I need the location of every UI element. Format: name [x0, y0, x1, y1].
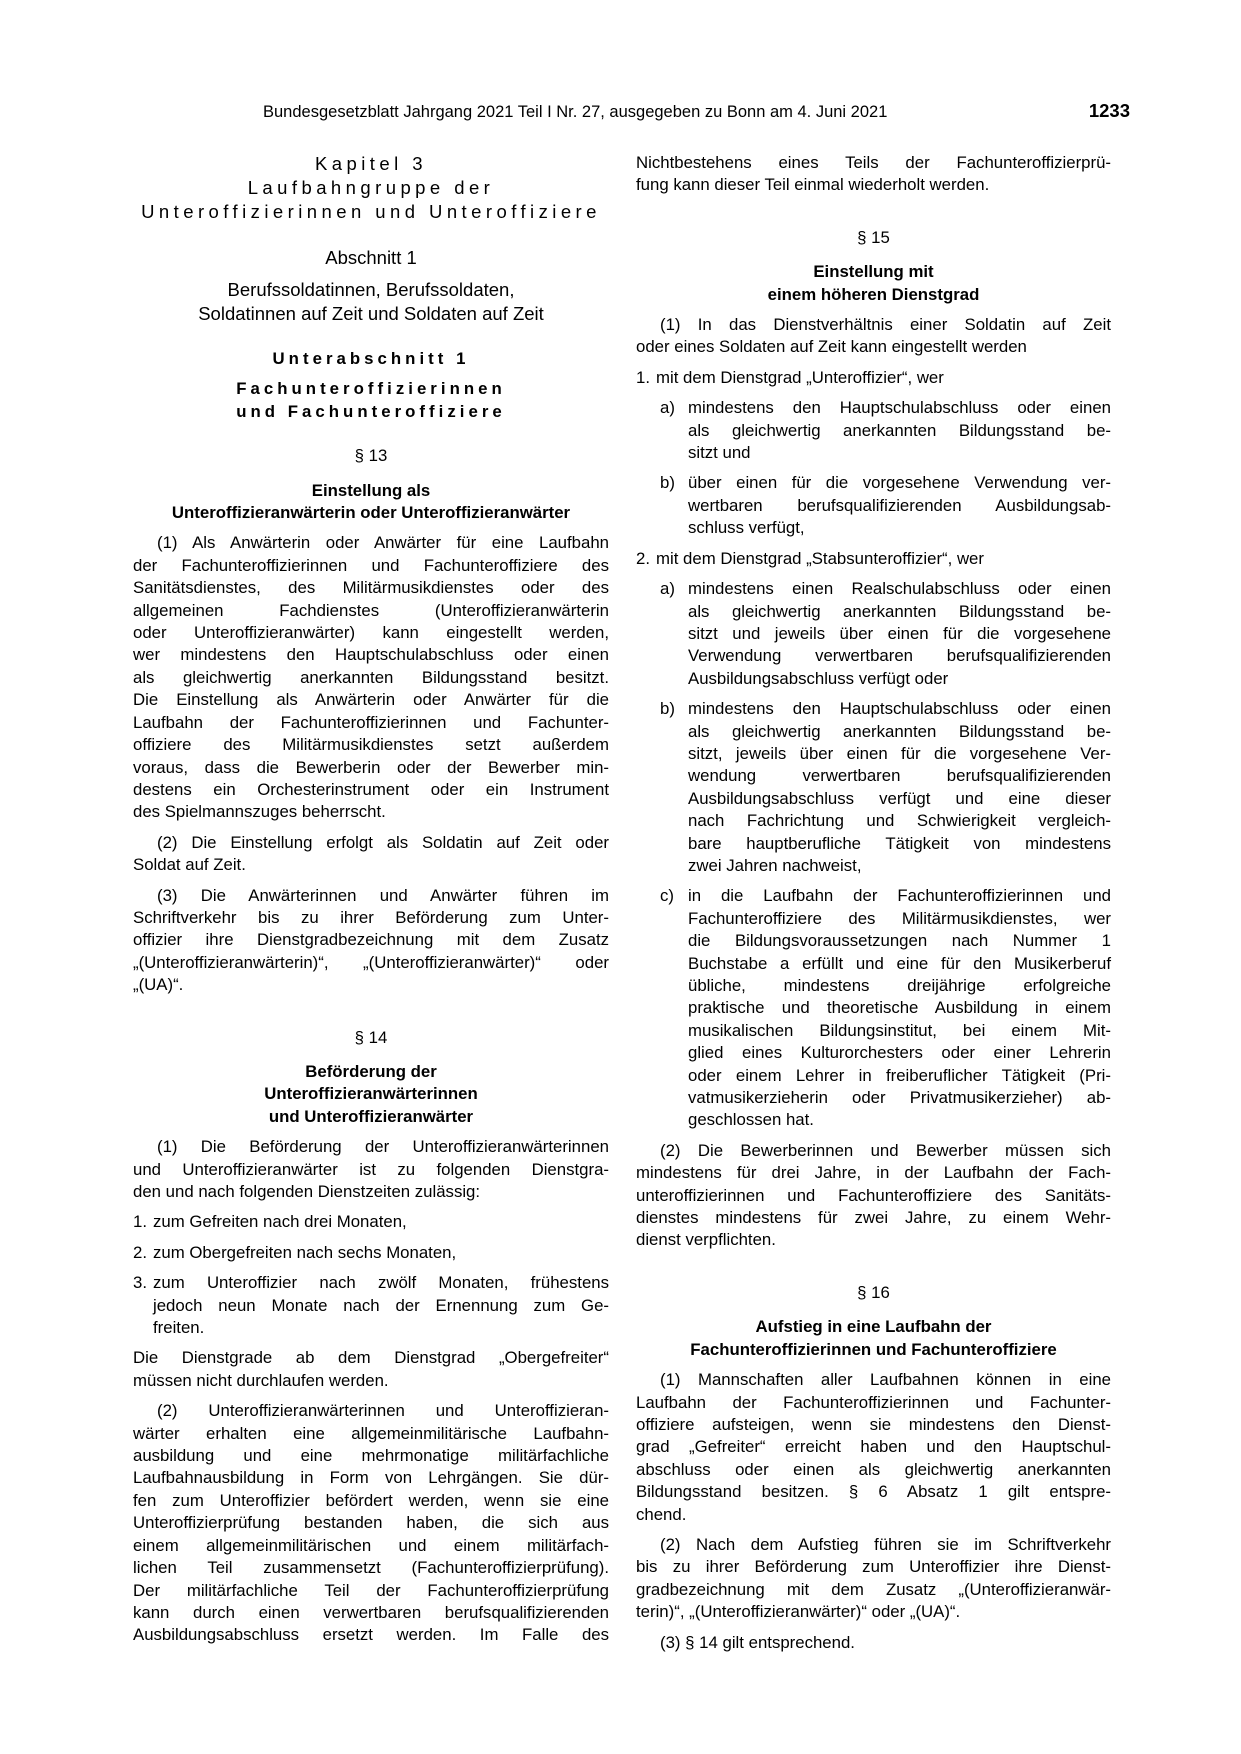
text-line: Ausbildungsabschluss verfügt und eine dieser — [688, 788, 1111, 808]
subsection-subtitle-line: Fachunteroffizierinnen — [236, 379, 506, 399]
text-line: musikalischen Bildungsinstitut, bei einem Mit- — [688, 1020, 1111, 1040]
text-line: als gleichwertig anerkannten Bildungsstand besitzt. — [133, 667, 609, 687]
paragraph-14-after-list — [133, 1347, 609, 1392]
list-item — [636, 367, 1111, 389]
paragraph-heading-line: Fachunteroffizierinnen und Fachunteroffiziere — [690, 1339, 1057, 1359]
text-line: sitzt und — [688, 443, 751, 463]
text-line: grad „Gefreiter“ erreicht haben und den Hauptschul- — [636, 1437, 1111, 1457]
chapter-heading — [133, 152, 609, 224]
text-line: geschlossen hat. — [688, 1110, 814, 1130]
paragraph-14-absatz-2 — [133, 1400, 609, 1646]
text-line: Sanitätsdienstes, des Militärmusikdienstes oder des — [133, 578, 609, 598]
text-line: jedoch neun Monate nach der Ernennung zum Ge- — [153, 1295, 609, 1315]
text-line: chend. — [636, 1504, 687, 1524]
text-line: (1) Als Anwärterin oder Anwärter für eine Laufbahn — [157, 533, 609, 553]
text-line: praktische und theoretische Ausbildung in einem — [688, 998, 1111, 1018]
text-line: sitzt, jeweils über einen für die vorgesehene Ver- — [688, 743, 1111, 763]
sub-list-item — [636, 397, 1111, 464]
subsection-title: Unterabschnitt 1 — [272, 349, 470, 368]
sub-list-item — [636, 698, 1111, 877]
paragraph-number: § 15 — [857, 227, 890, 247]
list-marker: 3. — [133, 1273, 147, 1293]
paragraph-number: § 14 — [354, 1027, 388, 1047]
text-line: den und nach folgenden Dienstzeiten zulässig: — [133, 1182, 481, 1201]
sub-list-item — [636, 472, 1111, 539]
chapter-number: Kapitel 3 — [315, 153, 427, 174]
text-line: zwei Jahren nachweist, — [688, 855, 862, 875]
list-item — [133, 1272, 609, 1339]
text-line: lichen Teil zusammensetzt (Fachunteroffizierprüfung). — [133, 1558, 609, 1578]
text-line: Nichtbestehens eines Teils der Fachunteroffizierprü- — [636, 153, 1111, 172]
text-line: dienstes mindestens für zwei Jahre, zu einem Wehr- — [636, 1208, 1111, 1228]
running-title: Bundesgesetzblatt Jahrgang 2021 Teil I Nr. 27, ausgegeben zu Bonn am 4. Juni 2021 — [263, 103, 888, 121]
paragraph-16-absatz-3 — [636, 1632, 1111, 1654]
text-line: (1) Mannschaften aller Laufbahnen können in eine — [660, 1370, 1111, 1390]
paragraph-heading-line: und Unteroffizieranwärter — [268, 1106, 474, 1126]
text-line: wärter erhalten eine allgemeinmilitärische Laufbahn- — [133, 1423, 609, 1443]
list-marker: a) — [660, 398, 675, 418]
text-line: (1) Die Beförderung der Unteroffizieranwärterinnen — [157, 1137, 609, 1157]
text-line: Schriftverkehr bis zu ihrer Beförderung zum Unter- — [133, 907, 609, 927]
text-line: (1) In das Dienstverhältnis einer Soldatin auf Zeit — [660, 315, 1111, 335]
text-line: mindestens für drei Jahre, in der Laufbahn der Fach- — [636, 1163, 1111, 1183]
text-line: Ausbildungsabschluss ersetzt werden. Im Falle des — [133, 1625, 609, 1645]
chapter-title-line: Unteroffizierinnen und Unteroffiziere — [141, 201, 601, 222]
text-line: zum Gefreiten nach drei Monaten, — [153, 1212, 407, 1232]
list-marker: b) — [660, 473, 675, 493]
text-line: nach Fachrichtung und Schwierigkeit vergleich- — [688, 811, 1111, 831]
text-line: offizier ihre Dienstgradbezeichnung mit dem Zusatz — [133, 930, 609, 950]
text-line: mindestens einen Realschulabschluss oder einen — [688, 579, 1111, 599]
list-marker: c) — [660, 886, 674, 906]
text-line: als gleichwertig anerkannten Bildungsstand be- — [688, 601, 1111, 621]
text-line: oder einem Lehrer in freiberuflicher Tätigkeit (Pri- — [688, 1065, 1111, 1085]
text-line: ausbildung und eine mehrmonatige militärfachliche — [133, 1446, 609, 1466]
text-line: terin)“, „(Unteroffizieranwärter)“ oder „(UA)“. — [636, 1602, 961, 1622]
text-line: mindestens den Hauptschulabschluss oder einen — [688, 398, 1111, 418]
paragraph-heading-line: Aufstieg in eine Laufbahn der — [755, 1317, 992, 1337]
sub-list-item — [636, 885, 1111, 1131]
text-line: (3) Die Anwärterinnen und Anwärter führen im — [157, 885, 609, 905]
text-line: müssen nicht durchlaufen werden. — [133, 1370, 389, 1390]
text-line: (2) Nach dem Aufstieg führen sie im Schriftverkehr — [660, 1534, 1111, 1554]
text-line: Der militärfachliche Teil der Fachunteroffizierprüfung — [133, 1580, 609, 1600]
paragraph-heading-line: einem höheren Dienstgrad — [767, 284, 980, 304]
text-line: übliche, mindestens dreijährige erfolgreiche — [688, 976, 1111, 995]
text-line: einem allgemeinmilitärischen und einem militärfach- — [133, 1535, 609, 1555]
text-line: mindestens den Hauptschulabschluss oder einen — [688, 699, 1111, 719]
text-line: glied eines Kulturorchesters oder einer Lehrerin — [688, 1043, 1111, 1063]
text-line: die Bildungsvoraussetzungen nach Nummer 1 — [688, 931, 1111, 951]
text-line: mit dem Dienstgrad „Unteroffizier“, wer — [656, 367, 944, 387]
text-line: Ausbildungsabschluss verfügt oder — [688, 668, 949, 688]
text-line: Buchstabe a erfüllt und eine für den Musikerberuf — [688, 953, 1111, 973]
text-line: zum Obergefreiten nach sechs Monaten, — [153, 1242, 457, 1262]
section-subtitle-line: Soldatinnen auf Zeit und Soldaten auf Zeit — [198, 303, 544, 324]
text-line: wer mindestens den Hauptschulabschluss oder einen — [133, 645, 609, 665]
paragraph-heading-line: Einstellung mit — [813, 262, 934, 282]
text-line: freiten. — [153, 1318, 205, 1338]
text-line: voraus, dass die Bewerberin oder der Bewerber min- — [133, 757, 609, 777]
text-line: fen zum Unteroffizier befördert werden, wenn sie eine — [133, 1490, 609, 1510]
paragraph-number: § 13 — [354, 446, 388, 466]
paragraph-heading-line: Unteroffizieranwärterin oder Unteroffizieranwärter — [171, 503, 571, 523]
text-line: bis zu ihrer Beförderung zum Unteroffizier ihre Dienst- — [636, 1557, 1111, 1577]
paragraph-16 — [636, 1282, 1111, 1654]
text-line: Bildungsstand besitzen. § 6 Absatz 1 gilt entspre- — [636, 1482, 1111, 1502]
paragraph-13 — [133, 445, 609, 996]
text-line: wendung verwertbaren berufsqualifizierenden — [688, 766, 1111, 786]
text-line: als gleichwertig anerkannten Bildungsstand be- — [688, 721, 1111, 741]
text-line: allgemeinen Fachdienstes (Unteroffizieranwärterin — [133, 600, 609, 620]
list-marker: a) — [660, 579, 675, 599]
text-line: in die Laufbahn der Fachunteroffizierinnen und — [688, 886, 1111, 906]
chapter-title-line: Laufbahngruppe der — [247, 177, 495, 198]
text-line: oder eines Soldaten auf Zeit kann eingestellt werden — [636, 337, 1027, 357]
text-line: bare hauptberufliche Tätigkeit von mindestens — [688, 833, 1111, 853]
right-column — [636, 152, 1111, 1654]
text-line: und Unteroffizieranwärter ist zu folgenden Dienstgra- — [133, 1159, 609, 1179]
list-marker: 1. — [636, 367, 650, 387]
paragraph-13-absatz-3 — [133, 885, 609, 997]
text-line: unteroffizierinnen und Fachunteroffiziere des Sanitäts- — [636, 1185, 1111, 1205]
list-marker: 2. — [133, 1242, 147, 1262]
text-line: (2) Die Bewerberinnen und Bewerber müssen sich — [660, 1140, 1111, 1160]
text-line: als gleichwertig anerkannten Bildungsstand be- — [688, 420, 1111, 440]
text-line: abschluss oder einen als gleichwertig anerkannten — [636, 1459, 1111, 1479]
text-line: Laufbahn der Fachunteroffizierinnen und Fachunter- — [133, 712, 609, 732]
text-line: Die Einstellung als Anwärterin oder Anwärter für die — [133, 690, 609, 710]
page-number: 1233 — [1088, 100, 1130, 121]
text-line: mit dem Dienstgrad „Stabsunteroffizier“, wer — [656, 548, 984, 568]
text-line: zum Unteroffizier nach zwölf Monaten, frühestens — [153, 1273, 609, 1293]
text-line: Laufbahnausbildung in Form von Lehrgängen. Sie dür- — [133, 1468, 609, 1488]
text-line: kann durch einen verwertbaren berufsqualifizierenden — [133, 1602, 609, 1622]
left-column — [133, 152, 609, 1647]
paragraph-heading-line: Unteroffizieranwärterinnen — [264, 1084, 478, 1104]
paragraph-number: § 16 — [857, 1282, 890, 1302]
text-line: Die Dienstgrade ab dem Dienstgrad „Obergefreiter“ — [133, 1348, 609, 1368]
text-line: des Spielmannszuges beherrscht. — [133, 802, 386, 822]
list-item — [133, 1242, 609, 1264]
text-line: schluss verfügt, — [688, 518, 805, 538]
text-line: Soldat auf Zeit. — [133, 855, 246, 875]
text-line: (2) Unteroffizieranwärterinnen und Unteroffizieran- — [157, 1401, 609, 1421]
text-line: Laufbahn der Fachunteroffizierinnen und Fachunter- — [636, 1392, 1111, 1412]
text-line: vatmusikerzieherin oder Privatmusikerzieher) ab- — [688, 1088, 1111, 1108]
text-line: offiziere des Militärmusikdienstes setzt außerdem — [133, 735, 609, 755]
text-line: über einen für die vorgesehene Verwendung ver- — [688, 473, 1111, 493]
paragraph-15-absatz-2 — [636, 1140, 1111, 1252]
running-header — [263, 101, 1130, 125]
text-line: „(UA)“. — [133, 975, 184, 995]
text-line: fung kann dieser Teil einmal wiederholt werden. — [636, 175, 990, 195]
text-line: Unteroffizierprüfung bestanden haben, die sich aus — [133, 1513, 609, 1533]
paragraph-16-absatz-2 — [636, 1534, 1111, 1624]
paragraph-13-absatz-1 — [133, 532, 609, 823]
list-item — [636, 548, 1111, 570]
text-line: (3) § 14 gilt entsprechend. — [660, 1632, 855, 1652]
section-subtitle-line: Berufssoldatinnen, Berufssoldaten, — [227, 279, 515, 300]
list-marker: 2. — [636, 548, 650, 568]
section-title: Abschnitt 1 — [325, 247, 417, 268]
text-line: dienst verpflichten. — [636, 1230, 776, 1250]
text-line: gradbezeichnung mit dem Zusatz „(Unteroffizieranwär- — [636, 1579, 1111, 1599]
text-line: „(Unteroffizieranwärterin)“, „(Unteroffizieranwärter)“ oder — [133, 952, 609, 972]
list-item — [133, 1211, 609, 1233]
text-line: Verwendung verwertbaren berufsqualifizierenden — [688, 646, 1111, 666]
sub-list-item — [636, 578, 1111, 690]
subsection-subtitle-line: und Fachunteroffiziere — [236, 401, 506, 421]
paragraph-15-absatz-1 — [636, 314, 1111, 359]
paragraph-16-absatz-1 — [636, 1369, 1111, 1526]
paragraph-heading-line: Beförderung der — [305, 1061, 437, 1081]
text-line: wertbaren berufsqualifizierenden Ausbildungsab- — [688, 495, 1111, 515]
continuation-text — [636, 152, 1111, 197]
text-line: sitzt und jeweils über einen für die vorgesehene — [688, 623, 1111, 643]
paragraph-heading-line: Einstellung als — [311, 480, 431, 500]
paragraph-13-absatz-2 — [133, 832, 609, 877]
subsection-heading — [133, 348, 609, 423]
list-marker: 1. — [133, 1212, 147, 1232]
paragraph-15 — [636, 227, 1111, 1252]
text-line: offiziere aufsteigen, wenn sie mindestens den Dienst- — [636, 1414, 1111, 1434]
text-line: Fachunteroffiziere des Militärmusikdienstes, wer — [688, 908, 1111, 928]
list-marker: b) — [660, 699, 675, 719]
text-line: der Fachunteroffizierinnen und Fachunteroffiziere des — [133, 555, 609, 575]
paragraph-14 — [133, 1027, 609, 1647]
paragraph-14-absatz-1 — [133, 1136, 609, 1203]
text-line: oder Unteroffizieranwärter) kann eingestellt werden, — [133, 623, 609, 643]
section-heading — [133, 246, 609, 326]
text-line: (2) Die Einstellung erfolgt als Soldatin auf Zeit oder — [157, 832, 609, 852]
text-line: destens ein Orchesterinstrument oder ein Instrument — [133, 779, 609, 799]
